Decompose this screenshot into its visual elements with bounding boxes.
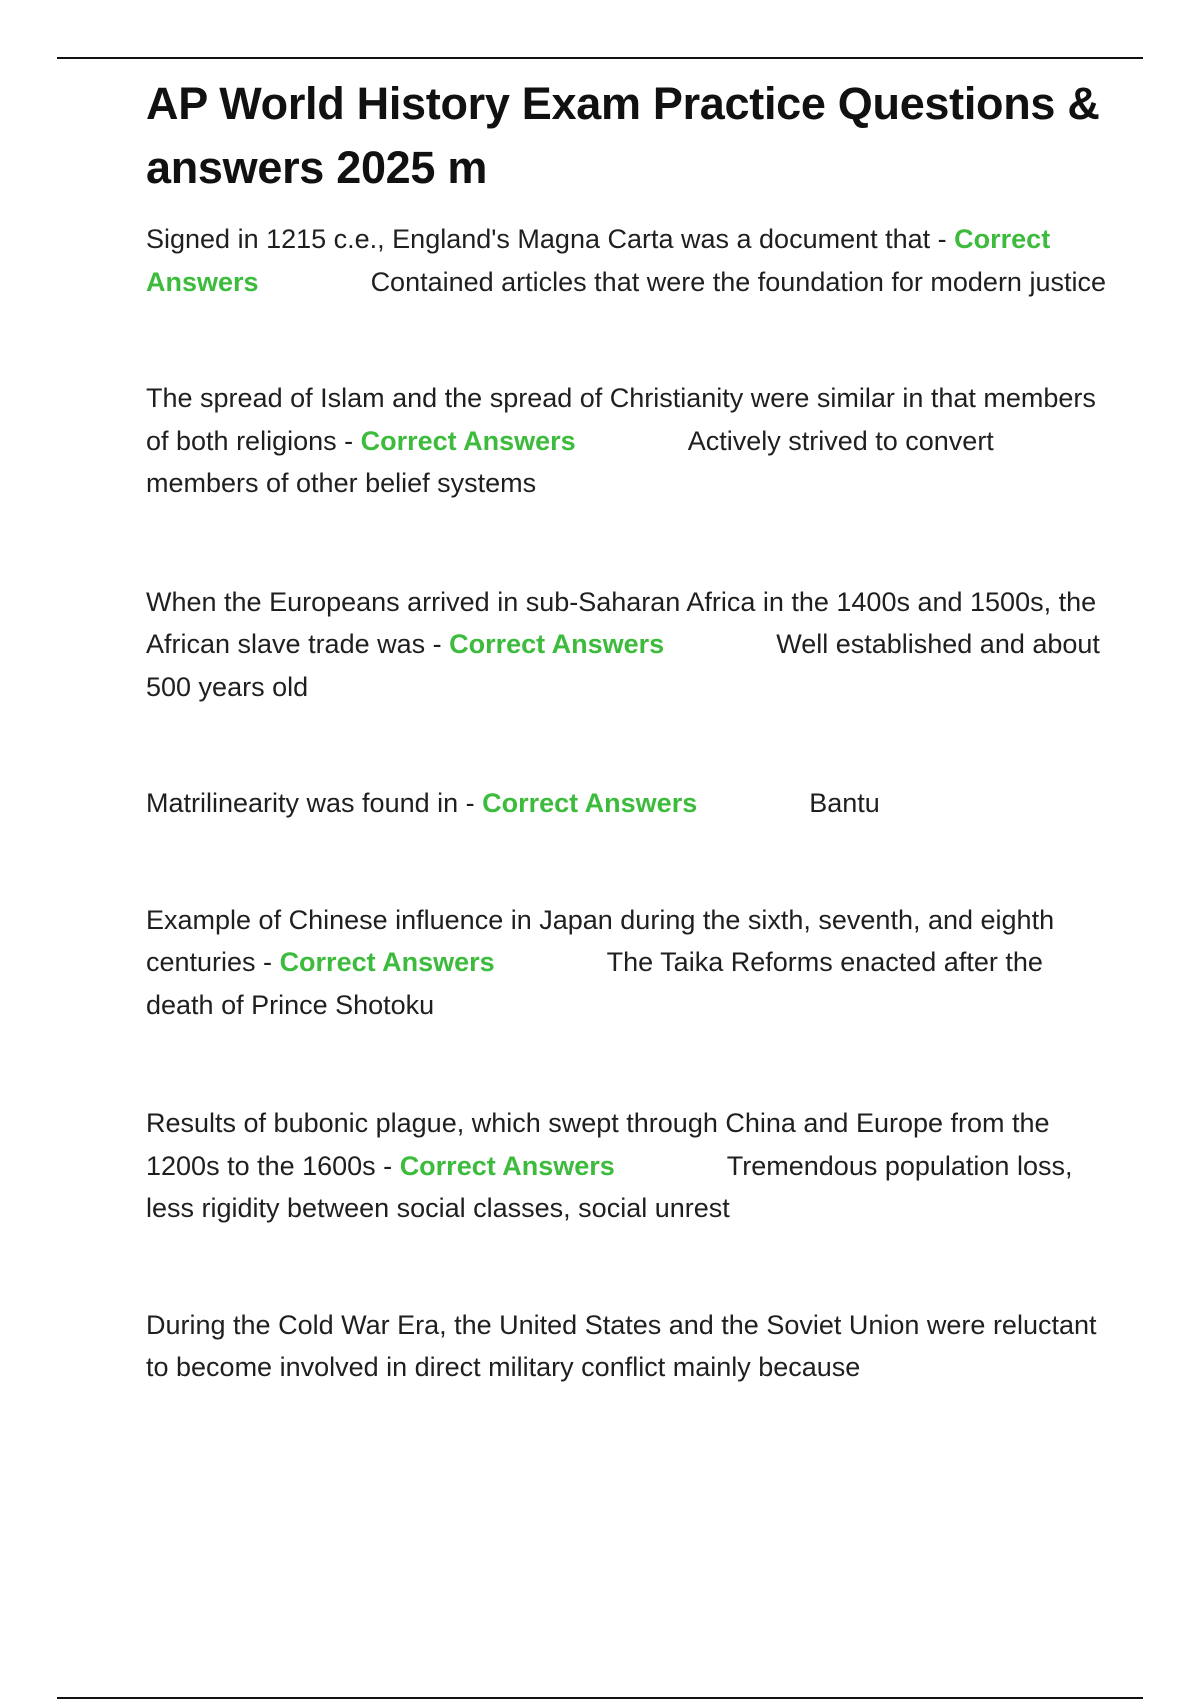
question-text: When the Europeans arrived in sub-Saharan Africa in the 1400s and 1500s, the African slave trade was - (146, 586, 1097, 659)
answer-text: Tremendous population loss, less rigidity between social classes, social unrest (146, 1150, 1073, 1223)
correct-answers-label: Correct Answers (146, 224, 1051, 297)
top-rule (57, 57, 1143, 59)
correct-answers-label: Correct Answers (482, 788, 698, 818)
question-text: The spread of Islam and the spread of Christianity were similar in that members of both religions - (146, 383, 1096, 456)
correct-answers-label: Correct Answers (279, 947, 495, 977)
correct-answers-label: Correct Answers (399, 1150, 615, 1181)
qa-item (146, 581, 1106, 709)
question-text: Results of bubonic plague, which swept through China and Europe from the 1200s to the 1600s - (146, 1108, 1050, 1181)
qa-item (146, 1304, 1106, 1389)
question-text: Example of Chinese influence in Japan during the sixth, seventh, and eighth centuries - (146, 904, 1055, 977)
answer-text: Actively strived to convert members of other belief systems (146, 425, 994, 498)
document-title: AP World History Exam Practice Questions & answers 2025 m (146, 78, 1100, 193)
question-text: Matrilinearity was found in - (146, 788, 483, 818)
question-text: During the Cold War Era, the United States and the Soviet Union were reluctant to become involved in direct military conflict mainly because (146, 1309, 1097, 1382)
question-text: Signed in 1215 c.e., England's Magna Carta was a document that - (146, 224, 955, 254)
qa-item (146, 218, 1106, 303)
correct-answers-label: Correct Answers (360, 425, 576, 456)
qa-item (146, 1102, 1106, 1230)
document-body (146, 72, 1106, 1389)
answer-text: Well established and about 500 years old (146, 629, 1100, 702)
qa-item (146, 899, 1106, 1027)
answer-text: Contained articles that were the foundation for modern justice (370, 266, 1106, 297)
bottom-rule (57, 1697, 1143, 1699)
answer-text: The Taika Reforms enacted after the death of Prince Shotoku (146, 947, 1043, 1020)
answer-text: Bantu (809, 788, 880, 818)
qa-item (146, 782, 1106, 825)
correct-answers-label: Correct Answers (449, 629, 665, 659)
qa-item (146, 377, 1106, 505)
